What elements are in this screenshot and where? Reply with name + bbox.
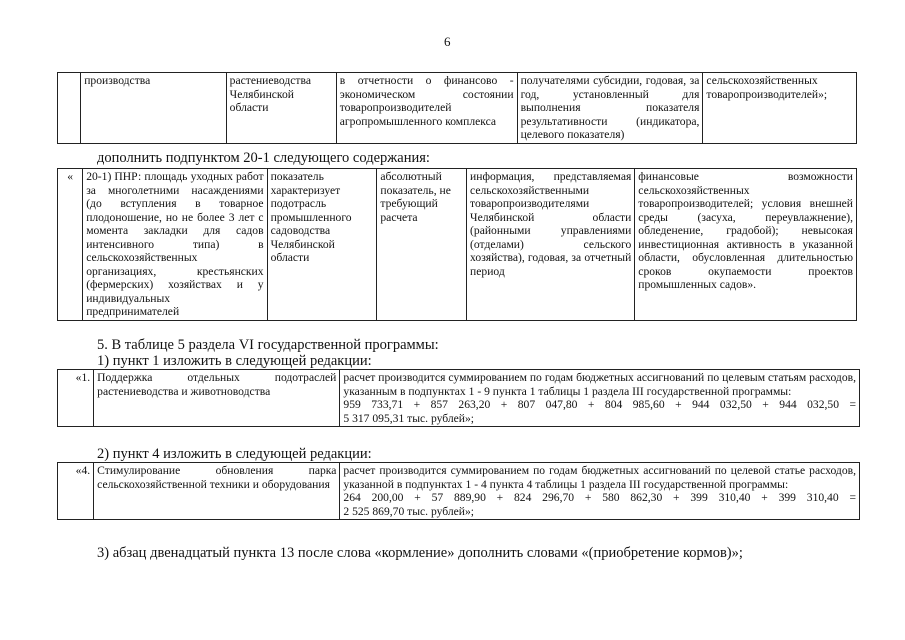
table-cell: производства <box>81 73 226 144</box>
item-number: «1. <box>58 370 94 427</box>
paragraph-item-1: 1) пункт 1 изложить в следующей редакции: <box>97 353 372 369</box>
table-item-1 <box>57 369 860 427</box>
paragraph-section-5: 5. В таблице 5 раздела VI государственной программы: <box>97 337 439 353</box>
page-number: 6 <box>444 34 451 49</box>
table-cell: сельскохозяйственных товаропроизводителей»; <box>703 73 857 144</box>
item-name-cell: Стимулирование обновления парка сельскохозяйственной техники и оборудования <box>94 463 340 520</box>
table-cell <box>58 73 81 144</box>
item-calculation-cell <box>340 463 860 520</box>
calculation-method-cell: абсолютный показатель, не требующий расчета <box>377 169 467 321</box>
table-cell: растениеводства Челябинской области <box>226 73 336 144</box>
table-row <box>58 463 860 520</box>
calculation-formula: 959 733,71 + 857 263,20 + 807 047,80 + 804 985,60 + 944 032,50 + 944 032,50 = <box>343 398 856 411</box>
paragraph-item-4: 2) пункт 4 изложить в следующей редакции: <box>97 446 372 462</box>
table-row <box>58 73 857 144</box>
indicator-name-cell: 20-1) ПНР: площадь уходных работ за многолетними насаждениями (до вступления в товарное плодоношение, но не более 3 лет с момента закладки для садов интенсивного типа) в сельскохозяйственных организациях, крестьянских (фермерских) хозяйствах и у индивидуальных предпринимателей <box>83 169 267 321</box>
calculation-description: расчет производится суммированием по годам бюджетных ассигнований по целевым статьям расходов, указанным в подпунктах 1 - 9 пункта 1 таблицы 1 раздела III государственной программы: <box>343 371 856 398</box>
calculation-total: 5 317 095,31 тыс. рублей»; <box>343 411 475 425</box>
table-row <box>58 370 860 427</box>
calculation-description: расчет производится суммированием по годам бюджетных ассигнований по целевой статье расходов, указанной в подпунктах 1 - 4 пункта 4 таблицы 1 раздела III государственной программы: <box>343 464 856 491</box>
table-cell: в отчетности о финансово - экономическом состоянии товаропроизводителей агропромышленного комплекса <box>336 73 517 144</box>
table-cell: получателями субсидии, годовая, за год, установленный для выполнения показателя результативности (индикатора, целевого показателя) <box>517 73 703 144</box>
indicator-description-cell: показатель характеризует подотрасль промышленного садоводства Челябинской области <box>267 169 377 321</box>
item-name-cell: Поддержка отдельных подотраслей растениеводства и животноводства <box>94 370 340 427</box>
table-subitem-20-1 <box>57 168 857 321</box>
calculation-total: 2 525 869,70 тыс. рублей»; <box>343 504 475 518</box>
calculation-formula: 264 200,00 + 57 889,90 + 824 296,70 + 580 862,30 + 399 310,40 + 399 310,40 = <box>343 491 856 504</box>
table-continuation <box>57 72 857 144</box>
data-source-cell: информация, представляемая сельскохозяйственными товаропроизводителями Челябинской области (районными управлениями (отделами) сельского хозяйства), годовая, за отчетный период <box>467 169 635 321</box>
table-item-4 <box>57 462 860 520</box>
paragraph-add-subitem: дополнить подпунктом 20-1 следующего содержания: <box>97 150 430 166</box>
item-calculation-cell <box>340 370 860 427</box>
quote-mark: « <box>58 169 83 321</box>
paragraph-item-13: 3) абзац двенадцатый пункта 13 после слова «кормление» дополнить словами «(приобретение кормов)»; <box>97 545 743 561</box>
risk-factors-cell: финансовые возможности сельскохозяйственных товаропроизводителей; условия внешней среды (засуха, переувлажнение), обледенение, градобой); невысокая инвестиционная активность в указанной области, обусловленная длительностью сроков окупаемости проектов промышленных садов». <box>635 169 857 321</box>
item-number: «4. <box>58 463 94 520</box>
table-row <box>58 169 857 321</box>
